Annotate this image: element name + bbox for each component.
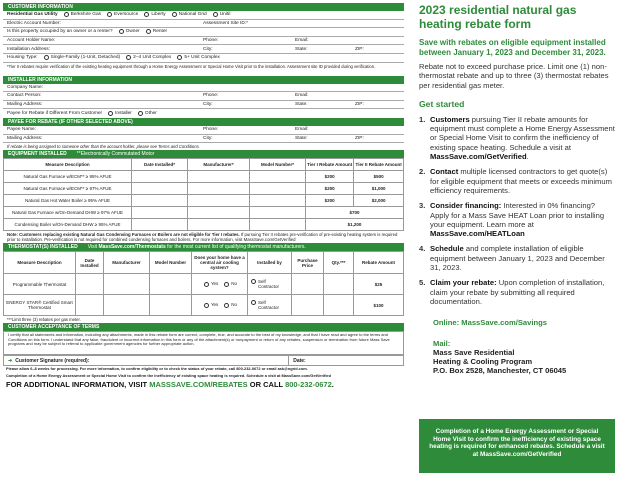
central-air-cell bbox=[192, 295, 248, 316]
account-holder-field[interactable]: Account Holder Name: bbox=[7, 38, 56, 44]
payee-installer-label: Installer bbox=[115, 111, 132, 117]
phone-link[interactable]: 800-232-0672 bbox=[285, 380, 332, 390]
additional-info-mid: OR CALL bbox=[247, 380, 286, 390]
installer-mailing-field[interactable]: Mailing Address: bbox=[7, 102, 43, 108]
step-body: multiple licensed contractors to get quote(s) for eligible equipment that meets or exceeds minimum efficiency requirements. bbox=[430, 167, 612, 195]
equipment-note-bold: Note: Customers replacing existing Natural Gas Condensing Furnaces or Boilers are not eligible for Tier I rebates. bbox=[7, 232, 240, 238]
price-cell[interactable] bbox=[292, 274, 324, 295]
rebate-limit-text: Rebate not to exceed purchase price. Limit one (1) non-thermostat rebate and up to three (3) thermostat rebates per residential gas meter. bbox=[419, 62, 609, 90]
payee-city-field[interactable]: City: bbox=[203, 135, 213, 141]
col-model: Model Number bbox=[150, 252, 192, 274]
step-text bbox=[430, 167, 615, 195]
acceptance-header: CUSTOMER ACCEPTANCE OF TERMS bbox=[3, 323, 404, 331]
step-text bbox=[430, 278, 615, 306]
col-date: Date Installed bbox=[76, 252, 104, 274]
col-manufacturer: Manufacturer* bbox=[188, 159, 250, 171]
date-cell[interactable] bbox=[76, 274, 104, 295]
payee-email-field[interactable]: Email: bbox=[295, 127, 309, 133]
col-manufacturer: Manufacturer bbox=[104, 252, 150, 274]
col-central-air: Does your home have a central air cooling system? bbox=[192, 252, 248, 274]
step-body: and complete installation of eligible equipment between January 1, 2023 and December 31, 2023. bbox=[430, 244, 605, 273]
signature-field[interactable]: Customer Signature (required): bbox=[15, 357, 90, 364]
utility-option-label: Berkshire Gas bbox=[70, 12, 102, 18]
installed-by-cell bbox=[248, 274, 292, 295]
utility-row bbox=[3, 11, 404, 20]
owner-label: Owner bbox=[125, 29, 140, 35]
thermostat-header bbox=[3, 243, 404, 251]
step-item bbox=[419, 167, 615, 195]
payee-header: PAYEE FOR REBATE (IF OTHER SELECTED ABOVE) bbox=[3, 118, 404, 126]
yes-radio[interactable] bbox=[204, 282, 209, 287]
thermostats-link[interactable]: MassSave.com/Thermostats bbox=[98, 244, 166, 251]
mail-label: Mail: bbox=[433, 339, 451, 349]
manufacturer-cell[interactable] bbox=[188, 195, 250, 207]
payee-other-radio[interactable] bbox=[138, 111, 143, 116]
tier1-amount: $200 bbox=[306, 171, 354, 183]
model-cell[interactable] bbox=[250, 171, 306, 183]
equipment-header bbox=[3, 150, 404, 158]
housing-radio-5plus[interactable] bbox=[177, 55, 182, 60]
step-number: 2. bbox=[419, 167, 426, 177]
ecm-footnote: **Electronically Commutated Motor bbox=[76, 151, 155, 158]
step-text bbox=[430, 201, 615, 238]
col-model: Model Number* bbox=[250, 159, 306, 171]
step-body: pursuing Tier II rebate amounts for equipment must complete a Home Energy Assessment or Special Home Visit to confirm the inefficiency of existing space heating. Schedule a visit at bbox=[430, 114, 615, 152]
manufacturer-cell[interactable] bbox=[104, 274, 150, 295]
thermostat-sub-pre: Visit bbox=[87, 244, 99, 251]
equipment-header-title: EQUIPMENT INSTALLED bbox=[8, 151, 67, 158]
measure-desc: Natural Gas Furnace w/On-Demand DHW ≥ 97% AFUE bbox=[4, 207, 132, 219]
housing-option-label: 5+ Unit Complex bbox=[184, 55, 220, 61]
utility-option-label: National Grid bbox=[178, 12, 207, 18]
measure-desc: Natural Gas Hot Water Boiler ≥ 95% AFUE bbox=[4, 195, 132, 207]
payee-mailing-row bbox=[3, 135, 404, 144]
table-row bbox=[4, 274, 404, 295]
manufacturer-cell[interactable] bbox=[104, 295, 150, 316]
col-tier2: Tier II Rebate Amount bbox=[354, 159, 404, 171]
manufacturer-cell[interactable] bbox=[188, 171, 250, 183]
date-cell[interactable] bbox=[132, 171, 188, 183]
rebate-form bbox=[3, 3, 404, 473]
table-row bbox=[4, 171, 404, 183]
signature-row bbox=[3, 355, 404, 366]
additional-info-pre: FOR ADDITIONAL INFORMATION, VISIT bbox=[6, 380, 150, 390]
col-installed-by: Installed by bbox=[248, 252, 292, 274]
measure-desc: Natural Gas Furnace w/ECM** ≥ 97% AFUE bbox=[4, 183, 132, 195]
model-cell[interactable] bbox=[150, 274, 192, 295]
housing-option-label: 2–4 Unit Complex bbox=[133, 55, 172, 61]
page-title: 2023 residential natural gas heating rebate form bbox=[419, 3, 577, 31]
qty-cell[interactable] bbox=[324, 274, 354, 295]
utility-radio-liberty[interactable] bbox=[144, 12, 149, 17]
installation-address-field[interactable]: Installation Address: bbox=[7, 46, 50, 52]
utility-radio-berkshire[interactable] bbox=[64, 12, 69, 17]
payee-state-field[interactable]: State: bbox=[295, 135, 308, 141]
step-lead: Schedule bbox=[430, 244, 464, 254]
step-link[interactable]: MassSave.com/GetVerified bbox=[430, 152, 527, 162]
housing-radio-single[interactable] bbox=[44, 55, 49, 60]
combined-amount: $700 bbox=[306, 207, 404, 219]
step-lead: Claim your rebate: bbox=[430, 278, 497, 288]
installer-mailing-row bbox=[3, 101, 404, 110]
occupancy-row bbox=[3, 28, 404, 37]
electric-account-field[interactable]: Electric Account Number: bbox=[7, 20, 61, 26]
mail-line: Heating & Cooling Program bbox=[433, 357, 533, 367]
phone-field[interactable]: Phone: bbox=[203, 38, 219, 44]
step-item bbox=[419, 278, 615, 306]
installer-zip-field[interactable]: ZIP: bbox=[355, 102, 364, 108]
payee-mailing-field[interactable]: Mailing Address: bbox=[7, 135, 43, 141]
utility-radio-national-grid[interactable] bbox=[172, 12, 177, 17]
utility-option-label: Unitil bbox=[219, 12, 231, 18]
utility-radio-unitil[interactable] bbox=[213, 12, 218, 17]
installed-by-cell bbox=[248, 295, 292, 316]
company-name-field[interactable]: Company Name: bbox=[7, 84, 43, 90]
thermostat-sub bbox=[88, 243, 306, 251]
measure-desc: ENERGY STAR® Certified Smart Thermostat bbox=[4, 295, 76, 316]
equipment-note bbox=[3, 231, 404, 243]
manufacturer-cell[interactable] bbox=[188, 183, 250, 195]
manufacturer-cell[interactable] bbox=[188, 207, 250, 219]
page-subtitle: Save with rebates on eligible equipment installed between January 1, 2023 and December 31, 2023. bbox=[419, 38, 606, 57]
self-label: Self bbox=[258, 278, 266, 284]
qty-cell[interactable] bbox=[324, 295, 354, 316]
renter-radio[interactable] bbox=[146, 29, 151, 34]
step-item bbox=[419, 244, 615, 272]
col-date: Date Installed* bbox=[132, 159, 188, 171]
measure-desc: Natural Gas Furnace w/ECM** ≥ 95% AFUE bbox=[4, 171, 132, 183]
utility-radio-eversource[interactable] bbox=[107, 12, 112, 17]
yes-radio[interactable] bbox=[204, 303, 209, 308]
table-row bbox=[4, 219, 404, 231]
table-row bbox=[4, 183, 404, 195]
model-cell[interactable] bbox=[250, 195, 306, 207]
model-cell[interactable] bbox=[250, 219, 306, 231]
measure-desc: Programmable Thermostat bbox=[4, 274, 76, 295]
col-qty: Qty.*** bbox=[324, 252, 354, 274]
thermostat-header-title: THERMOSTAT(S) INSTALLED bbox=[8, 244, 78, 251]
date-cell[interactable] bbox=[132, 207, 188, 219]
step-link[interactable]: MassSave.com/HEATLoan bbox=[430, 229, 525, 239]
verification-callout: Completion of a Home Energy Assessment or Special Home Visit to confirm the inefficiency of existing space heating is required for enhanced rebates. Schedule a visit at MassSave.com/GetVerified bbox=[419, 419, 615, 473]
contact-row bbox=[3, 92, 404, 101]
owner-radio[interactable] bbox=[119, 29, 124, 34]
table-row bbox=[4, 207, 404, 219]
no-label: No bbox=[231, 302, 238, 308]
step-lead: Customers bbox=[430, 114, 470, 124]
yes-label: Yes bbox=[210, 281, 219, 287]
housing-option-label: Single-Family (1-Unit, Detached) bbox=[50, 55, 121, 61]
step-end: . bbox=[526, 152, 529, 162]
instructions-panel bbox=[419, 3, 615, 473]
renter-label: Renter bbox=[152, 29, 168, 35]
self-label: Self bbox=[258, 299, 266, 305]
mail-address bbox=[419, 339, 615, 375]
email-field[interactable]: Email: bbox=[295, 38, 309, 44]
rebate-amount: $100 bbox=[354, 295, 404, 316]
price-cell[interactable] bbox=[292, 295, 324, 316]
col-price: Purchase Price bbox=[292, 252, 324, 274]
col-measure: Measure Description bbox=[4, 252, 76, 274]
step-body: Upon completion of installation, claim your rebate by submitting all required documentation. bbox=[430, 278, 605, 306]
model-cell[interactable] bbox=[150, 295, 192, 316]
payee-name-row bbox=[3, 126, 404, 135]
step-text bbox=[430, 115, 615, 161]
housing-label: Housing Type: bbox=[7, 55, 38, 61]
utility-option-label: Liberty bbox=[151, 12, 166, 18]
col-measure: Measure Description bbox=[4, 159, 132, 171]
tier1-amount: $200 bbox=[306, 195, 354, 207]
zip-field[interactable]: ZIP: bbox=[355, 46, 364, 52]
occupancy-question: Is this property occupied by an owner or a renter? bbox=[7, 29, 113, 35]
installer-header: INSTALLER INFORMATION bbox=[3, 76, 404, 84]
payee-note: If rebate is being assigned to someone other than the account holder, please see Terms and Conditions. bbox=[7, 144, 200, 150]
rebates-link[interactable]: MASSSAVE.COM/REBATES bbox=[149, 380, 248, 390]
installer-city-field[interactable]: City: bbox=[203, 102, 213, 108]
step-lead: Contact bbox=[430, 167, 459, 177]
step-text bbox=[430, 244, 615, 272]
company-row bbox=[3, 84, 404, 93]
date-cell[interactable] bbox=[76, 295, 104, 316]
thermostat-table bbox=[3, 251, 404, 316]
table-row bbox=[4, 295, 404, 316]
acceptance-text: I certify that all statements and information, including any attachments, made in this rebate form are correct, complete, true, and accurate to the best of my knowledge, and that I have read and agree to the terms and Conditions on this form. I understand that any false, fraudulent or incorrect information in this form or any of the attachment(s) or nonpayment or return of any rebates, suspension or termination from future Mass Save programs and may be subject to referral to applicable government agencies for further appropriate action. bbox=[3, 331, 404, 355]
holder-row bbox=[3, 37, 404, 46]
date-cell[interactable] bbox=[132, 219, 188, 231]
city-field[interactable]: City: bbox=[203, 46, 213, 52]
date-cell[interactable] bbox=[132, 183, 188, 195]
manufacturer-cell[interactable] bbox=[188, 219, 250, 231]
mail-line: P.O. Box 2528, Manchester, CT 06045 bbox=[433, 366, 567, 376]
arrow-icon: ➜ bbox=[8, 357, 13, 364]
payee-name-field[interactable]: Payee Name: bbox=[7, 127, 37, 133]
step-number: 4. bbox=[419, 244, 426, 254]
no-radio[interactable] bbox=[224, 303, 229, 308]
rebate-amount: $25 bbox=[354, 274, 404, 295]
equipment-table bbox=[3, 158, 404, 231]
measure-desc: Condensing Boiler w/On-Demand DHW ≥ 95% AFUE bbox=[4, 219, 132, 231]
payee-choice-row bbox=[3, 109, 404, 118]
contractor-label: Contractor bbox=[258, 305, 280, 311]
payee-other-label: Other bbox=[144, 111, 157, 117]
model-cell[interactable] bbox=[250, 183, 306, 195]
payee-installer-radio[interactable] bbox=[108, 111, 113, 116]
step-item bbox=[419, 201, 615, 238]
installer-state-field[interactable]: State: bbox=[295, 102, 308, 108]
install-address-row bbox=[3, 45, 404, 54]
installer-phone-field[interactable]: Phone: bbox=[203, 93, 219, 99]
tier2-amount: $2,000 bbox=[354, 195, 404, 207]
thermostat-limit-note: ***Limit three (3) rebates per gas meter. bbox=[7, 317, 81, 323]
payee-zip-field[interactable]: ZIP: bbox=[355, 135, 364, 141]
step-number: 3. bbox=[419, 201, 426, 211]
utility-label: Residential Gas Utility bbox=[7, 12, 58, 18]
col-tier1: Tier I Rebate Amount bbox=[306, 159, 354, 171]
account-row bbox=[3, 20, 404, 29]
utility-option-label: Eversource bbox=[114, 12, 139, 18]
step-number: 1. bbox=[419, 114, 426, 124]
thermostat-sub-post: for the most current list of qualifying thermostat manufacturers. bbox=[165, 244, 306, 251]
tier2-amount: $1,000 bbox=[354, 183, 404, 195]
step-body: Interested in 0% financing? Apply for a Mass Save HEAT Loan prior to installing your equipment. Learn more at bbox=[430, 201, 605, 229]
additional-info-end: . bbox=[331, 380, 334, 390]
tier2-note: *Tier II rebates require verification of the existing heating equipment through a Home Energy Assessment or Special Home Visit prior to the installation. Assessment site ID provided during verification. bbox=[7, 63, 376, 69]
get-started-heading: Get started bbox=[419, 98, 465, 109]
no-radio[interactable] bbox=[224, 282, 229, 287]
mail-line: Mass Save Residential bbox=[433, 348, 515, 358]
date-field[interactable]: Date: bbox=[288, 356, 403, 365]
col-rebate: Rebate Amount bbox=[354, 252, 404, 274]
housing-row bbox=[3, 54, 404, 63]
combined-amount: $1,200 bbox=[306, 219, 404, 231]
step-number: 5. bbox=[419, 278, 426, 288]
step-item bbox=[419, 115, 615, 161]
state-field[interactable]: State: bbox=[295, 46, 308, 52]
payee-choice-label: Payee for Rebate if Different From Customer bbox=[7, 111, 103, 117]
installer-email-field[interactable]: Email: bbox=[295, 93, 309, 99]
housing-radio-2-4[interactable] bbox=[126, 55, 131, 60]
table-row bbox=[4, 195, 404, 207]
equipment-note-rest: If pursuing Tier II rebates pre-verification of pre-existing heating system is required prior to installation. Pre-verification is not required for combined condensing furnaces and boilers. For more information, visit MassSave.com/GetVerified bbox=[7, 232, 398, 243]
contact-person-field[interactable]: Contact Person: bbox=[7, 93, 42, 99]
assessment-site-field[interactable]: Assessment Site ID:* bbox=[203, 20, 249, 26]
online-link[interactable]: Online: MassSave.com/Savings bbox=[433, 318, 547, 328]
assessment-note: Completion of a Home Energy Assessment or Special Home Visit to confirm the inefficiency of existing space heating is required. Schedule a visit at MassSave.com/GetVerified bbox=[6, 372, 331, 378]
date-cell[interactable] bbox=[132, 195, 188, 207]
central-air-cell bbox=[192, 274, 248, 295]
tier1-amount: $200 bbox=[306, 183, 354, 195]
additional-info bbox=[3, 379, 404, 390]
yes-label: Yes bbox=[210, 302, 219, 308]
step-lead: Consider financing: bbox=[430, 201, 502, 211]
tier2-amount: $500 bbox=[354, 171, 404, 183]
customer-header: CUSTOMER INFORMATION bbox=[3, 3, 404, 11]
payee-phone-field[interactable]: Phone: bbox=[203, 127, 219, 133]
processing-note: Please allow 6–8 weeks for processing. For more information, to confirm eligibility or to check the status of your rebate, call 800-232-0672 or email ask@ngrid.com. bbox=[6, 366, 308, 372]
no-label: No bbox=[231, 281, 238, 287]
contractor-label: Contractor bbox=[258, 284, 280, 290]
model-cell[interactable] bbox=[250, 207, 306, 219]
